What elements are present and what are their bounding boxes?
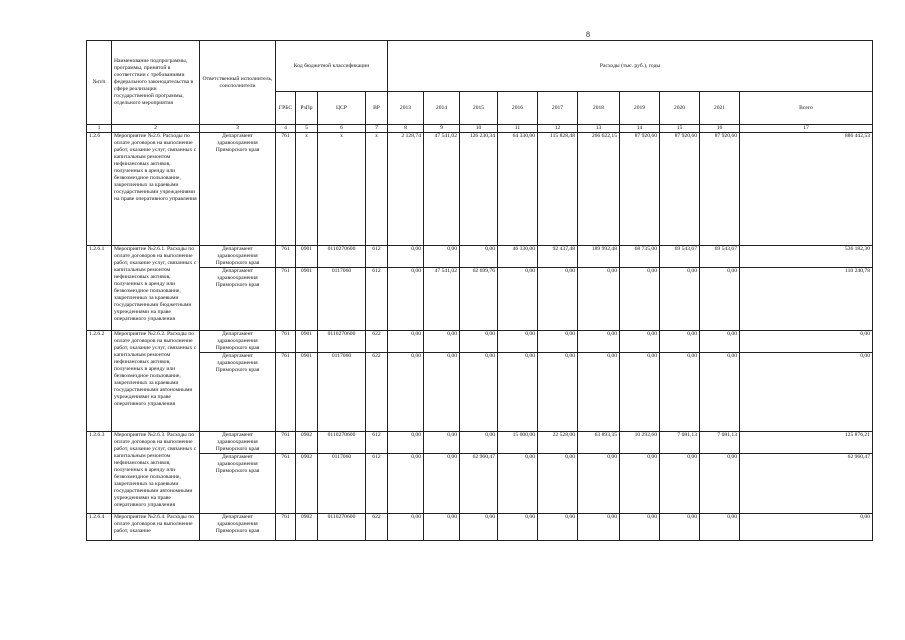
header-expenses: Расходы (тыс. руб.), годы xyxy=(388,41,873,92)
row-year-value: 64 330,00 xyxy=(498,133,538,246)
row-grbs: 761 xyxy=(276,133,296,246)
row-year-value: 62 960,47 xyxy=(460,454,498,514)
row-year-value: 62 699,76 xyxy=(460,268,498,331)
header-total: Всего xyxy=(740,92,873,125)
header-num: №п/п xyxy=(87,41,112,125)
row-year-value: 0,00 xyxy=(388,514,424,541)
row-responsible: Департамент здравоохранения Приморского края xyxy=(200,331,276,353)
row-csr: х xyxy=(318,133,366,246)
row-csr: 0110270600 xyxy=(318,432,366,454)
row-year-value: 0,00 xyxy=(388,454,424,514)
row-grbs: 761 xyxy=(276,432,296,454)
row-year-value: 0,00 xyxy=(660,353,700,432)
row-total: 0,00 xyxy=(740,514,873,541)
column-number: 17 xyxy=(740,125,873,133)
row-number: 1.2.6.1 xyxy=(87,246,112,331)
row-year-value: 0,00 xyxy=(538,353,578,432)
table-row xyxy=(87,246,873,268)
row-year-value: 7 081,13 xyxy=(660,432,700,454)
row-year-value: 15 000,00 xyxy=(498,432,538,454)
budget-table xyxy=(86,40,873,541)
row-year-value: 0,00 xyxy=(424,454,460,514)
row-vr: 622 xyxy=(366,514,388,541)
row-year-value: 189 992,48 xyxy=(578,246,620,268)
row-responsible: Департамент здравоохранения Приморского края xyxy=(200,432,276,454)
row-total: 0,00 xyxy=(740,331,873,353)
header-name: Наименование подпрограммы, программы, принятой в соответствии с требованиями федерального законодательства в сфере реализации государственной программы, отдельного мероприятия xyxy=(112,41,200,125)
row-year-value: 47 541,02 xyxy=(424,268,460,331)
header-year: 2018 xyxy=(578,92,620,125)
row-year-value: 0,00 xyxy=(424,246,460,268)
row-year-value: 0,00 xyxy=(538,454,578,514)
header-csr: ЦСР xyxy=(318,92,366,125)
column-number: 14 xyxy=(620,125,660,133)
row-name: Мероприятие №2.6. Расходы по оплате договоров на выполнение работ, оказание услуг, связанных с капитальным ремонтом нефинансовых активов, полученных в аренду или безвозмездное пользование, закрепленных за краевыми государственными учреждениями на праве оперативного управления xyxy=(112,133,200,246)
row-year-value: 69 543,67 xyxy=(700,246,740,268)
row-responsible: Департамент здравоохранения Приморского края xyxy=(200,133,276,246)
row-vr: 612 xyxy=(366,268,388,331)
row-year-value: 0,00 xyxy=(578,454,620,514)
row-year-value: 0,00 xyxy=(578,331,620,353)
row-year-value: 0,00 xyxy=(388,331,424,353)
row-rzpr: 0902 xyxy=(296,514,318,541)
row-vr: 612 xyxy=(366,246,388,268)
table-row xyxy=(87,268,873,331)
row-total: 536 182,30 xyxy=(740,246,873,268)
row-year-value: 0,00 xyxy=(460,331,498,353)
row-vr: х xyxy=(366,133,388,246)
row-year-value: 0,00 xyxy=(388,246,424,268)
row-rzpr: 0901 xyxy=(296,246,318,268)
row-year-value: 7 081,13 xyxy=(700,432,740,454)
row-year-value: 69 543,67 xyxy=(660,246,700,268)
row-year-value: 46 330,00 xyxy=(498,246,538,268)
row-rzpr: 0902 xyxy=(296,432,318,454)
row-year-value: 0,00 xyxy=(700,353,740,432)
row-number: 1.2.6 xyxy=(87,133,112,246)
row-year-value: 0,00 xyxy=(424,514,460,541)
row-year-value: 126 230,34 xyxy=(460,133,498,246)
row-grbs: 761 xyxy=(276,353,296,432)
row-year-value: 0,00 xyxy=(620,454,660,514)
row-year-value: 0,00 xyxy=(700,268,740,331)
row-year-value: 0,00 xyxy=(460,246,498,268)
row-year-value: 0,00 xyxy=(498,331,538,353)
row-responsible: Департамент здравоохранения Приморского края xyxy=(200,454,276,514)
row-rzpr: 0901 xyxy=(296,331,318,353)
row-year-value: 0,00 xyxy=(460,353,498,432)
row-year-value: 0,00 xyxy=(388,432,424,454)
row-year-value: 10 292,60 xyxy=(620,432,660,454)
row-year-value: 0,00 xyxy=(578,353,620,432)
row-grbs: 761 xyxy=(276,268,296,331)
row-year-value: 0,00 xyxy=(498,454,538,514)
row-year-value: 0,00 xyxy=(388,353,424,432)
row-year-value: 0,00 xyxy=(538,331,578,353)
row-name: Мероприятие №2.6.2. Расходы по оплате договоров на выполнение работ, оказание услуг, связанных с капитальным ремонтом нефинансовых активов, полученных в аренду или безвозмездное пользование, закрепленных за краевыми государственными автономными учреждениями на праве оперативного управления xyxy=(112,331,200,432)
row-number: 1.2.6.3 xyxy=(87,432,112,514)
row-year-value: 266 622,15 xyxy=(578,133,620,246)
row-vr: 612 xyxy=(366,432,388,454)
row-year-value: 0,00 xyxy=(578,268,620,331)
column-number: 16 xyxy=(700,125,740,133)
header-rzpr: РзПр xyxy=(296,92,318,125)
table-row xyxy=(87,454,873,514)
column-number: 10 xyxy=(460,125,498,133)
row-number: 1.2.6.2 xyxy=(87,331,112,432)
row-year-value: 0,00 xyxy=(660,514,700,541)
row-responsible: Департамент здравоохранения Приморского края xyxy=(200,514,276,541)
row-grbs: 761 xyxy=(276,514,296,541)
row-name: Мероприятие №2.6.4. Расходы по оплате договоров на выполнение работ, оказание xyxy=(112,514,200,541)
row-csr: 0117060 xyxy=(318,454,366,514)
row-number: 1.2.6.4 xyxy=(87,514,112,541)
column-number: 2 xyxy=(112,125,200,133)
header-responsible: Ответственный исполнитель, соисполнители xyxy=(200,41,276,125)
row-year-value: 87 920,60 xyxy=(620,133,660,246)
row-year-value: 0,00 xyxy=(460,514,498,541)
row-year-value: 47 541,02 xyxy=(424,133,460,246)
row-year-value: 0,00 xyxy=(620,353,660,432)
header-year: 2016 xyxy=(498,92,538,125)
table-row xyxy=(87,331,873,353)
page-number: 8 xyxy=(586,30,590,39)
row-year-value: 87 920,60 xyxy=(700,133,740,246)
row-year-value: 0,00 xyxy=(388,268,424,331)
header-year: 2020 xyxy=(660,92,700,125)
row-rzpr: 0902 xyxy=(296,454,318,514)
row-year-value: 0,00 xyxy=(424,331,460,353)
row-responsible: Департамент здравоохранения Приморского края xyxy=(200,353,276,432)
column-number: 9 xyxy=(424,125,460,133)
column-number: 7 xyxy=(366,125,388,133)
row-year-value: 0,00 xyxy=(620,514,660,541)
header-year: 2014 xyxy=(424,92,460,125)
row-year-value: 0,00 xyxy=(424,353,460,432)
row-total: 62 960,47 xyxy=(740,454,873,514)
row-rzpr: 0901 xyxy=(296,353,318,432)
column-number: 12 xyxy=(538,125,578,133)
row-year-value: 0,00 xyxy=(424,432,460,454)
row-total: 0,00 xyxy=(740,353,873,432)
row-year-value: 87 920,60 xyxy=(660,133,700,246)
row-year-value: 0,00 xyxy=(538,268,578,331)
header-year: 2013 xyxy=(388,92,424,125)
row-csr: 0110270600 xyxy=(318,246,366,268)
column-number: 11 xyxy=(498,125,538,133)
row-vr: 612 xyxy=(366,454,388,514)
row-year-value: 0,00 xyxy=(700,454,740,514)
row-total: 125 876,21 xyxy=(740,432,873,454)
row-year-value: 2 128,74 xyxy=(388,133,424,246)
table-row xyxy=(87,133,873,246)
column-number: 3 xyxy=(200,125,276,133)
row-responsible: Департамент здравоохранения Приморского края xyxy=(200,246,276,268)
header-year: 2017 xyxy=(538,92,578,125)
row-year-value: 68 735,00 xyxy=(620,246,660,268)
row-grbs: 761 xyxy=(276,246,296,268)
header-year: 2019 xyxy=(620,92,660,125)
row-vr: 622 xyxy=(366,331,388,353)
row-total: 886 442,53 xyxy=(740,133,873,246)
row-year-value: 0,00 xyxy=(660,331,700,353)
column-number: 15 xyxy=(660,125,700,133)
header-grbs: ГРБС xyxy=(276,92,296,125)
row-responsible: Департамент здравоохранения Приморского края xyxy=(200,268,276,331)
header-budget-code: Код бюджетной классификации xyxy=(276,41,388,92)
row-csr: 0110270600 xyxy=(318,331,366,353)
row-year-value: 0,00 xyxy=(538,514,578,541)
row-year-value: 115 828,48 xyxy=(538,133,578,246)
row-csr: 0117060 xyxy=(318,353,366,432)
row-year-value: 0,00 xyxy=(498,353,538,432)
column-number: 5 xyxy=(296,125,318,133)
row-year-value: 0,00 xyxy=(700,331,740,353)
row-rzpr: 0901 xyxy=(296,268,318,331)
column-number: 1 xyxy=(87,125,112,133)
table-row xyxy=(87,432,873,454)
row-rzpr: х xyxy=(296,133,318,246)
row-year-value: 92 437,48 xyxy=(538,246,578,268)
header-vr: ВР xyxy=(366,92,388,125)
row-csr: 0117060 xyxy=(318,268,366,331)
row-year-value: 0,00 xyxy=(498,514,538,541)
row-year-value: 22 528,00 xyxy=(538,432,578,454)
column-number: 4 xyxy=(276,125,296,133)
column-number: 8 xyxy=(388,125,424,133)
row-year-value: 63 893,35 xyxy=(578,432,620,454)
column-number: 13 xyxy=(578,125,620,133)
row-name: Мероприятие №2.6.3. Расходы по оплате договоров на выполнение работ, оказание услуг, связанных с капитальным ремонтом нефинансовых активов, полученных в аренду или безвозмездное пользование, закрепленных за краевыми государственными автономными учреждениями на праве оперативного управления xyxy=(112,432,200,514)
header-year: 2021 xyxy=(700,92,740,125)
header-year: 2015 xyxy=(460,92,498,125)
column-number: 6 xyxy=(318,125,366,133)
row-year-value: 0,00 xyxy=(460,432,498,454)
row-year-value: 0,00 xyxy=(660,454,700,514)
row-year-value: 0,00 xyxy=(660,268,700,331)
row-year-value: 0,00 xyxy=(700,514,740,541)
column-number-row xyxy=(87,125,873,133)
row-grbs: 761 xyxy=(276,454,296,514)
table-row xyxy=(87,514,873,541)
row-year-value: 0,00 xyxy=(498,268,538,331)
row-year-value: 0,00 xyxy=(578,514,620,541)
row-csr: 0110270600 xyxy=(318,514,366,541)
row-name: Мероприятие №2.6.1. Расходы по оплате договоров на выполнение работ, оказание услуг, связанных с капитальным ремонтом нефинансовых активов, полученных в аренду или безвозмездное пользование, закрепленных за краевыми государственными бюджетными учреждениями на праве оперативного управления xyxy=(112,246,200,331)
row-year-value: 0,00 xyxy=(620,268,660,331)
table-row xyxy=(87,353,873,432)
row-year-value: 0,00 xyxy=(620,331,660,353)
row-total: 110 240,78 xyxy=(740,268,873,331)
row-vr: 622 xyxy=(366,353,388,432)
row-grbs: 761 xyxy=(276,331,296,353)
